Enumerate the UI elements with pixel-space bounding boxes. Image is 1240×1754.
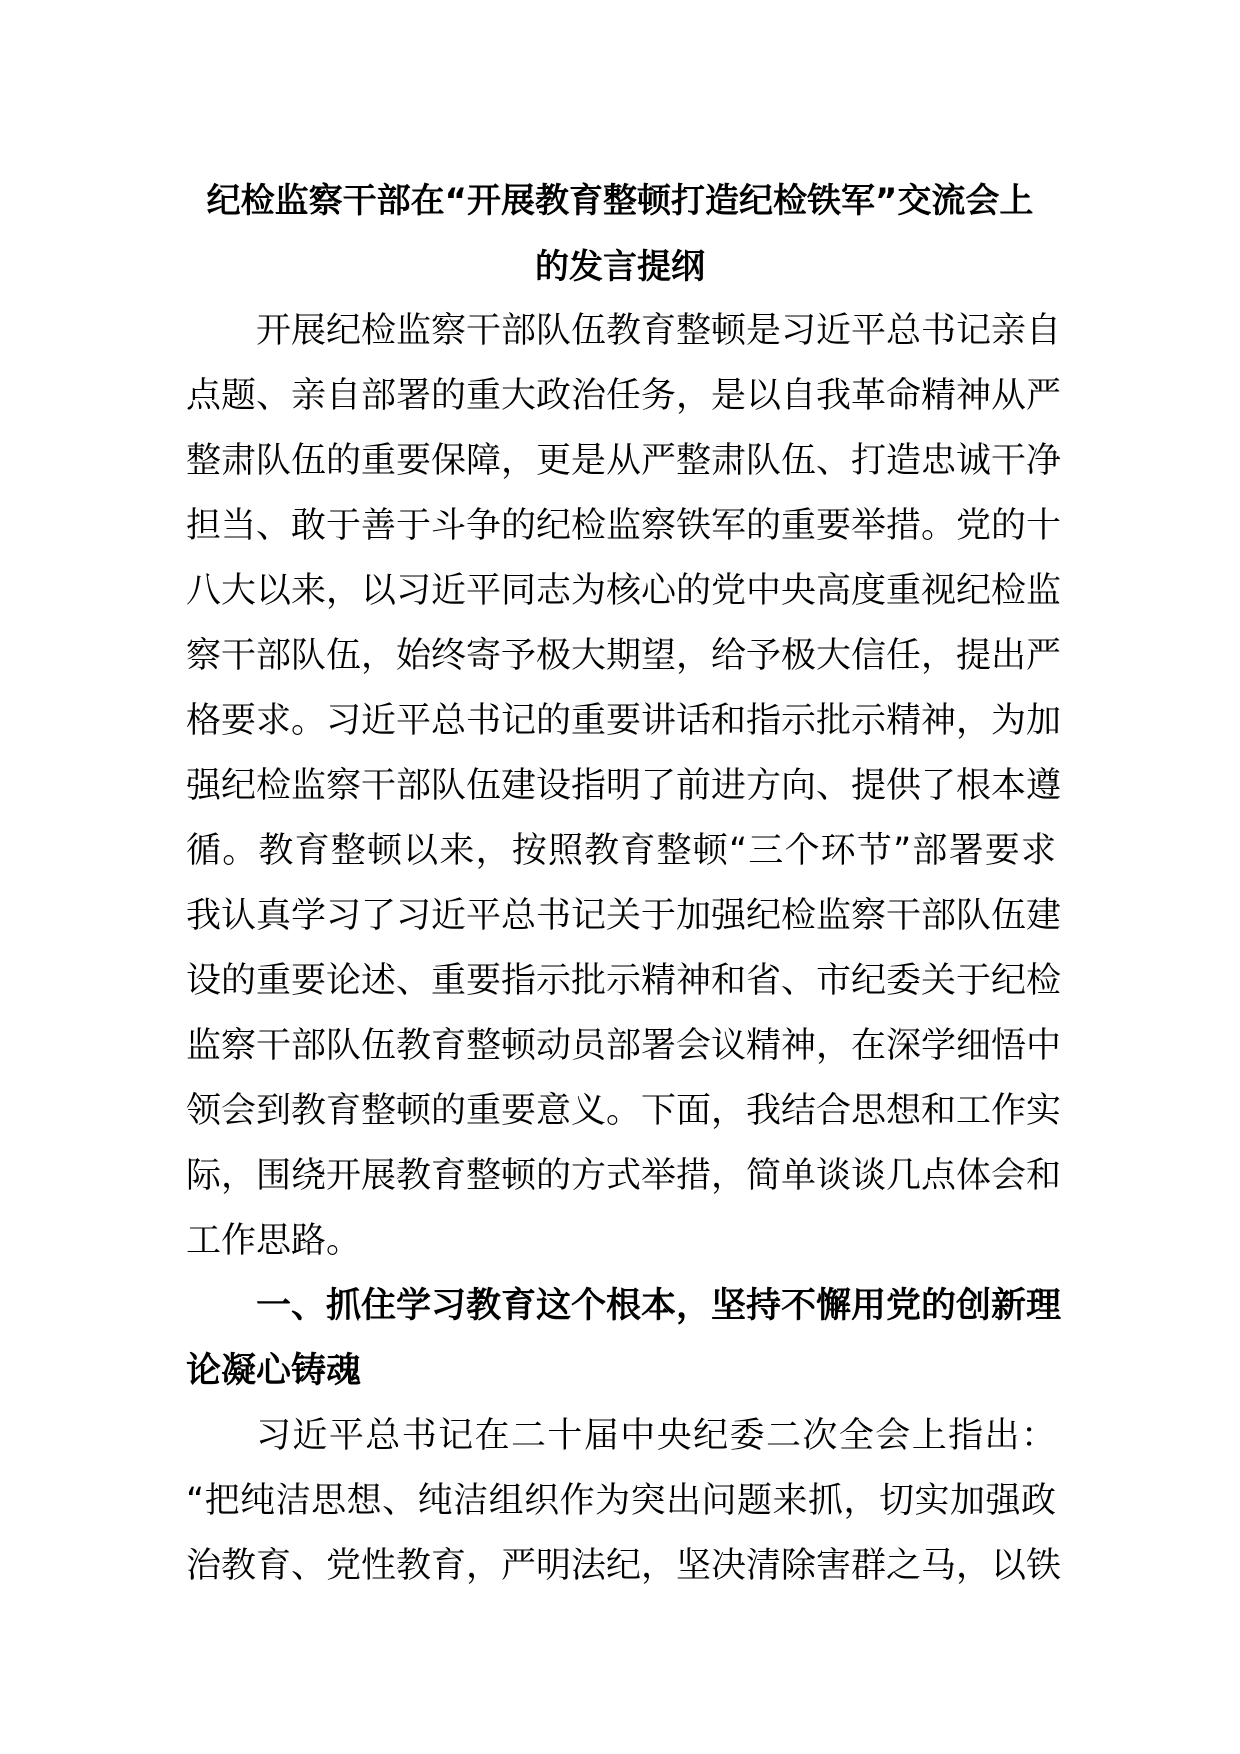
paragraph-line: 格要求。习近平总书记的重要讲话和指示批示精神，为加 — [186, 701, 1062, 741]
heading-line: 一、抓住学习教育这个根本，坚持不懈用党的创新理 — [256, 1286, 1062, 1326]
paragraph-line: 领会到教育整顿的重要意义。下面，我结合思想和工作实 — [186, 1091, 1062, 1131]
paragraph-line: “把纯洁思想、纯洁组织作为突出问题来抓，切实加强政 — [186, 1481, 1056, 1521]
paragraph-intro — [186, 299, 1062, 1274]
paragraph-line: 整肃队伍的重要保障，更是从严整肃队伍、打造忠诚干净 — [186, 441, 1062, 481]
heading-line: 论凝心铸魂 — [186, 1351, 362, 1391]
paragraph-line: 设的重要论述、重要指示批示精神和省、市纪委关于纪检 — [186, 961, 1062, 1001]
document-body — [186, 299, 1062, 1599]
paragraph-line: 察干部队伍，始终寄予极大期望，给予极大信任，提出严 — [186, 636, 1062, 676]
paragraph-section-1 — [186, 1404, 1062, 1599]
title-line-2: 的发言提纲 — [535, 247, 705, 287]
paragraph-line: 际，围绕开展教育整顿的方式举措，简单谈谈几点体会和 — [186, 1156, 1062, 1196]
paragraph-line: 担当、敢于善于斗争的纪检监察铁军的重要举措。党的十 — [186, 506, 1062, 546]
paragraph-line: 习近平总书记在二十届中央纪委二次全会上指出： — [256, 1416, 1056, 1456]
paragraph-line: 循。教育整顿以来，按照教育整顿“三个环节”部署要求 — [186, 831, 1056, 871]
paragraph-line: 监察干部队伍教育整顿动员部署会议精神，在深学细悟中 — [186, 1026, 1062, 1066]
paragraph-line: 治教育、党性教育，严明法纪，坚决清除害群之马，以铁 — [186, 1546, 1062, 1586]
paragraph-line: 八大以来，以习近平同志为核心的党中央高度重视纪检监 — [186, 571, 1062, 611]
document-title — [170, 168, 1070, 300]
section-heading-1 — [186, 1274, 1062, 1404]
paragraph-line: 工作思路。 — [186, 1221, 362, 1261]
paragraph-line: 强纪检监察干部队伍建设指明了前进方向、提供了根本遵 — [186, 766, 1062, 806]
title-line-1: 纪检监察干部在“开展教育整顿打造纪检铁军”交流会上 — [206, 181, 1034, 221]
paragraph-line: 开展纪检监察干部队伍教育整顿是习近平总书记亲自 — [256, 311, 1062, 351]
paragraph-line: 点题、亲自部署的重大政治任务，是以自我革命精神从严 — [186, 376, 1062, 416]
paragraph-line: 我认真学习了习近平总书记关于加强纪检监察干部队伍建 — [186, 896, 1062, 936]
